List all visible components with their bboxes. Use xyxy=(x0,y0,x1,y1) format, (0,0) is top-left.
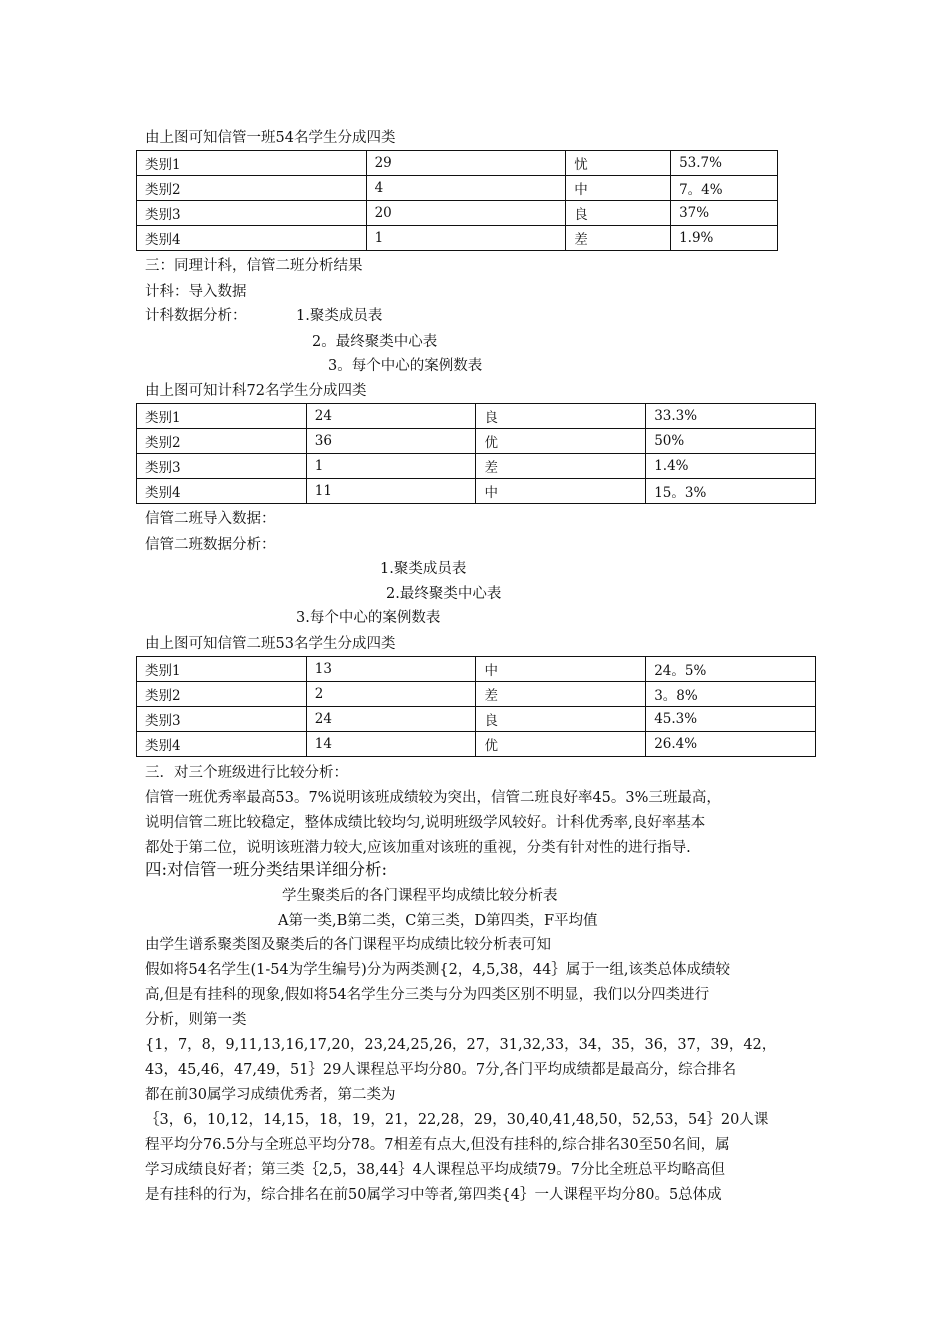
table-cell: 类别3 xyxy=(137,454,307,479)
table-cell: 类别2 xyxy=(137,176,367,201)
table-cell: 3。8% xyxy=(646,682,816,707)
table-cell: 差 xyxy=(476,682,646,707)
table-cell: 29 xyxy=(366,151,566,176)
table-cell: 53.7% xyxy=(671,151,778,176)
table-row xyxy=(137,657,816,682)
table-cell: 2 xyxy=(306,682,476,707)
table-cell: 24 xyxy=(306,404,476,429)
section2-caption: 由上图可知计科72名学生分成四类 xyxy=(145,383,367,399)
section3-analysis-label: 信管二班数据分析： xyxy=(145,537,276,553)
table-row xyxy=(137,404,816,429)
table-cell: 1.9% xyxy=(671,226,778,251)
comparison-paragraph xyxy=(145,786,813,861)
detail-line: 学习成绩良好者；第三类｛2,5，38,44｝4人课程总平均成绩79。7分比全班总平均略高但 xyxy=(145,1162,725,1178)
section3-item-1: 1.聚类成员表 xyxy=(380,561,467,577)
section2-table xyxy=(136,403,816,504)
detail-line: ｛3，6，10,12，14,15，18，19，21，22,28，29，30,40,41,48,50，52,53，54｝20人课 xyxy=(145,1112,769,1128)
section2-item-2: 2。最终聚类中心表 xyxy=(312,334,438,350)
table-cell: 类别4 xyxy=(137,226,367,251)
table-cell: 26.4% xyxy=(646,732,816,757)
detail-line: 分析，则第一类 xyxy=(145,1012,247,1028)
table-row xyxy=(137,454,816,479)
table-row xyxy=(137,707,816,732)
table-cell: 24。5% xyxy=(646,657,816,682)
table-cell: 优 xyxy=(476,429,646,454)
table-cell: 7。4% xyxy=(671,176,778,201)
table-cell: 中 xyxy=(476,657,646,682)
table-cell: 忧 xyxy=(566,151,671,176)
table-cell: 1 xyxy=(306,454,476,479)
table-cell: 33.3% xyxy=(646,404,816,429)
table-cell: 类别3 xyxy=(137,707,307,732)
table-cell: 类别2 xyxy=(137,682,307,707)
table-cell: 13 xyxy=(306,657,476,682)
section3-item-2: 2.最终聚类中心表 xyxy=(386,586,502,602)
section2-import: 计科：导入数据 xyxy=(145,284,247,300)
detail-line: 都在前30属学习成绩优秀者，第二类为 xyxy=(145,1087,396,1103)
table-cell: 类别3 xyxy=(137,201,367,226)
section3-caption: 由上图可知信管二班53名学生分成四类 xyxy=(145,636,396,652)
table-row xyxy=(137,151,778,176)
table-cell: 良 xyxy=(566,201,671,226)
table-cell: 45.3% xyxy=(646,707,816,732)
table-cell: 50% xyxy=(646,429,816,454)
detail-heading: 四:对信管一班分类结果详细分析: xyxy=(145,860,388,879)
table-cell: 类别1 xyxy=(137,657,307,682)
table-cell: 11 xyxy=(306,479,476,504)
table-row xyxy=(137,732,816,757)
comparison-heading: 三．对三个班级进行比较分析： xyxy=(145,765,348,781)
table-cell: 15。3% xyxy=(646,479,816,504)
detail-legend: A第一类,B第二类，C第三类，D第四类，F平均值 xyxy=(278,913,598,929)
section1-caption: 由上图可知信管一班54名学生分成四类 xyxy=(145,130,396,146)
comparison-line: 说明信管二班比较稳定，整体成绩比较均匀,说明班级学风较好。计科优秀率,良好率基本 xyxy=(145,815,706,831)
section2-item-1: 1.聚类成员表 xyxy=(296,308,383,324)
table-row xyxy=(137,682,816,707)
table-cell: 20 xyxy=(366,201,566,226)
section2-item-3: 3。每个中心的案例数表 xyxy=(328,358,483,374)
detail-paragraph xyxy=(145,933,813,1208)
table-cell: 36 xyxy=(306,429,476,454)
detail-line: 由学生谱系聚类图及聚类后的各门课程平均成绩比较分析表可知 xyxy=(145,937,551,953)
detail-line: {1，7，8，9,11,13,16,17,20，23,24,25,26，27，31,32,33，34，35，36，37，39，42， xyxy=(145,1037,777,1053)
table-cell: 类别4 xyxy=(137,732,307,757)
table-cell: 类别1 xyxy=(137,151,367,176)
detail-line: 是有挂科的行为，综合排名在前50属学习中等者,第四类{4｝一人课程平均分80。5总体成 xyxy=(145,1187,722,1203)
table-row xyxy=(137,226,778,251)
table-cell: 类别4 xyxy=(137,479,307,504)
table-cell: 差 xyxy=(476,454,646,479)
detail-line: 假如将54名学生(1-54为学生编号)分为两类测{2，4,5,38，44｝属于一组,该类总体成绩较 xyxy=(145,962,730,978)
section3-table xyxy=(136,656,816,757)
detail-table-title: 学生聚类后的各门课程平均成绩比较分析表 xyxy=(282,888,558,904)
table-cell: 37% xyxy=(671,201,778,226)
detail-line: 程平均分76.5分与全班总平均分78。7相差有点大,但没有挂科的,综合排名30至50名间，属 xyxy=(145,1137,730,1153)
detail-line: 43，45,46，47,49，51｝29人课程总平均分80。7分,各门平均成绩都是最高分，综合排名 xyxy=(145,1062,737,1078)
section3-item-3: 3.每个中心的案例数表 xyxy=(296,610,441,626)
table-row xyxy=(137,479,816,504)
table-cell: 14 xyxy=(306,732,476,757)
table-cell: 中 xyxy=(566,176,671,201)
section2-heading: 三：同理计科，信管二班分析结果 xyxy=(145,258,363,274)
comparison-line: 信管一班优秀率最高53。7%说明该班成绩较为突出，信管二班良好率45。3%三班最高， xyxy=(145,790,721,806)
section3-import: 信管二班导入数据： xyxy=(145,511,276,527)
detail-line: 高,但是有挂科的现象,假如将54名学生分三类与分为四类区别不明显，我们以分四类进行 xyxy=(145,987,710,1003)
table-cell: 24 xyxy=(306,707,476,732)
section2-analysis-label: 计科数据分析： xyxy=(145,308,247,324)
table-cell: 差 xyxy=(566,226,671,251)
table-cell: 类别2 xyxy=(137,429,307,454)
table-row xyxy=(137,176,778,201)
table-row xyxy=(137,429,816,454)
table-cell: 良 xyxy=(476,707,646,732)
table-cell: 1 xyxy=(366,226,566,251)
section1-table xyxy=(136,150,778,251)
comparison-line: 都处于第二位，说明该班潜力较大,应该加重对该班的重视，分类有针对性的进行指导. xyxy=(145,840,691,856)
table-cell: 类别1 xyxy=(137,404,307,429)
table-row xyxy=(137,201,778,226)
table-cell: 4 xyxy=(366,176,566,201)
table-cell: 1.4% xyxy=(646,454,816,479)
table-cell: 良 xyxy=(476,404,646,429)
table-cell: 优 xyxy=(476,732,646,757)
table-cell: 中 xyxy=(476,479,646,504)
